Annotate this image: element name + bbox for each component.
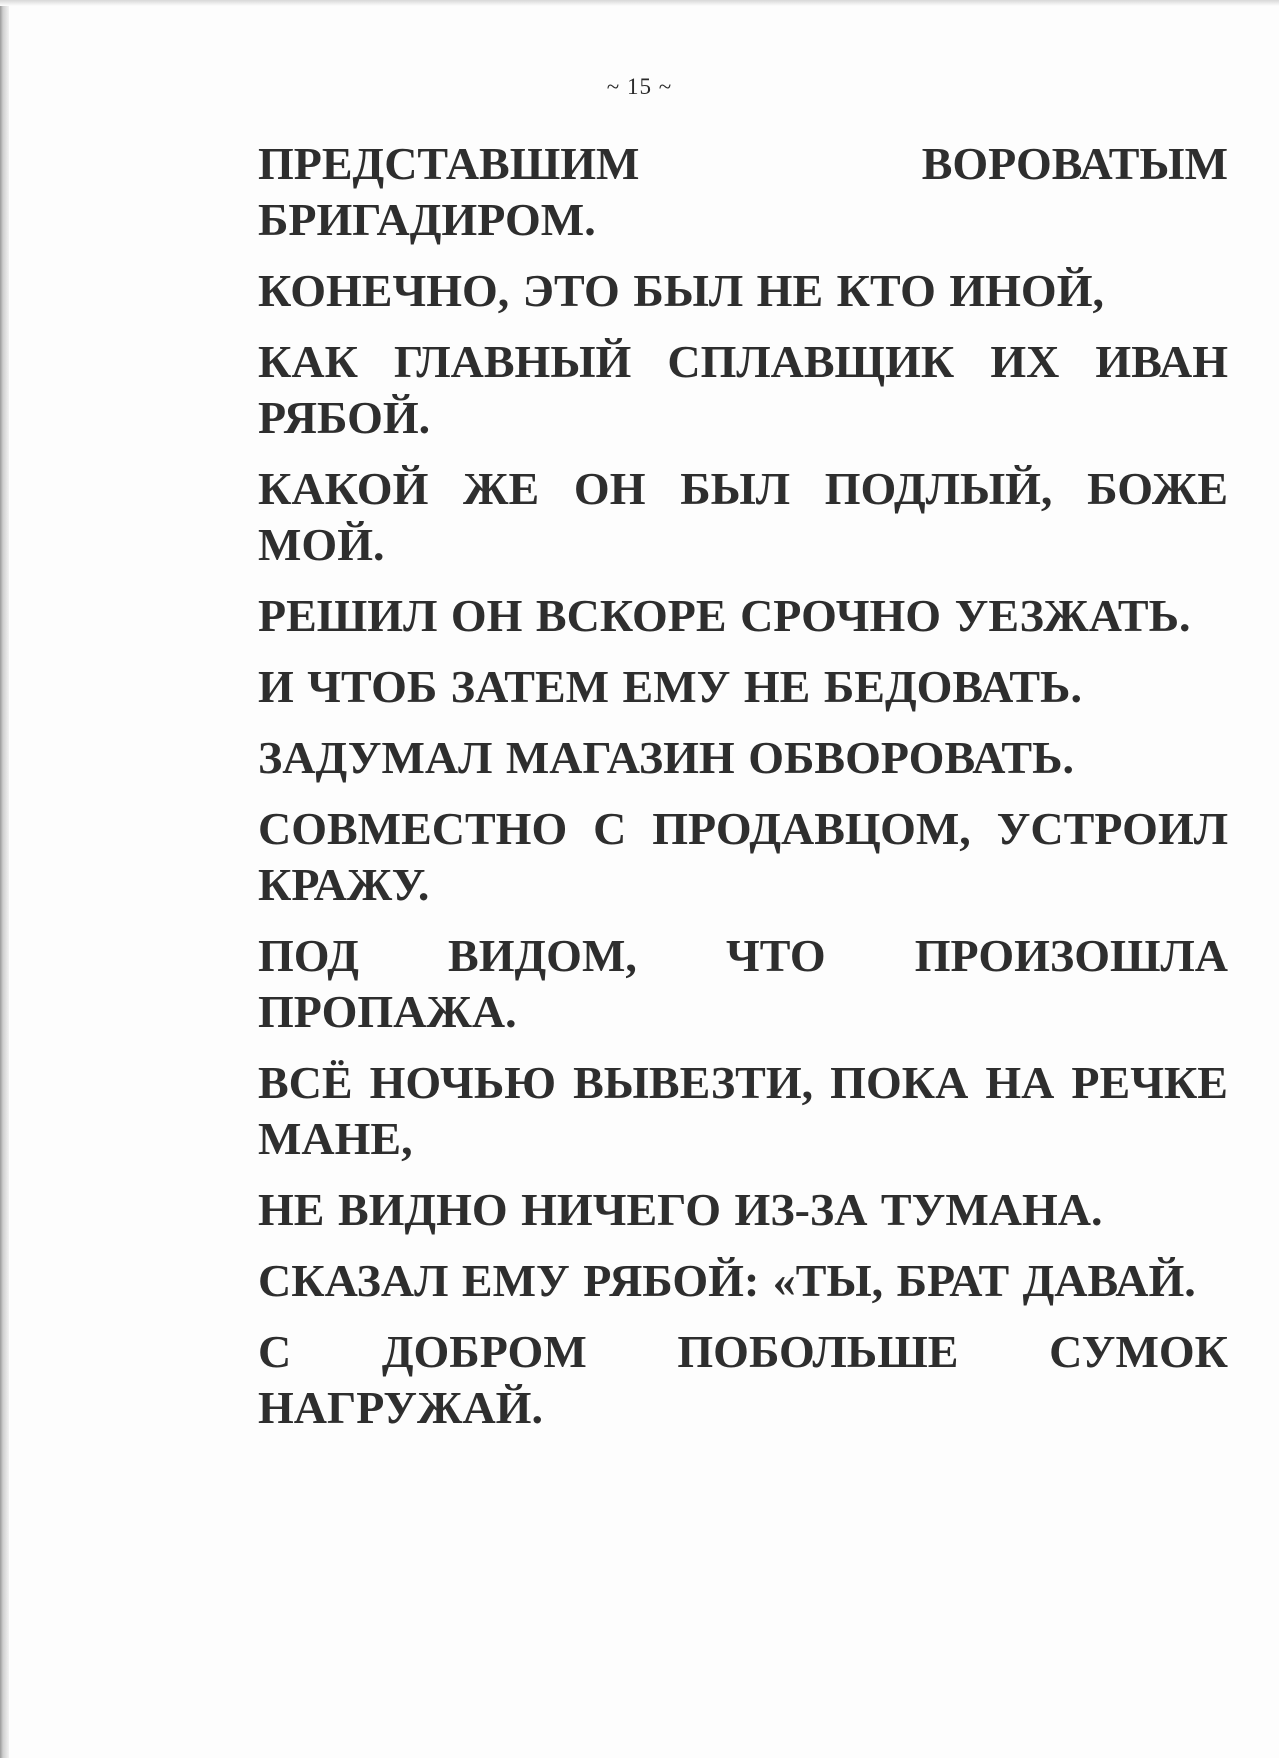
verse: ВСЁ НОЧЬЮ ВЫВЕЗТИ, ПОКА НА РЕЧКЕ МАНЕ, (258, 1057, 1228, 1164)
poem-text (258, 136, 1228, 1451)
verse: НЕ ВИДНО НИЧЕГО ИЗ-ЗА ТУМАНА. (258, 1184, 1103, 1235)
verse: ЗАДУМАЛ МАГАЗИН ОБВОРОВАТЬ. (258, 732, 1075, 783)
page-number: ~ 15 ~ (606, 74, 673, 99)
verse: КАК ГЛАВНЫЙ СПЛАВЩИК ИХ ИВАН РЯБОЙ. (258, 336, 1228, 443)
verse: ПОД ВИДОМ, ЧТО ПРОИЗОШЛА ПРОПАЖА. (258, 930, 1228, 1037)
scan-shadow-top (0, 0, 1279, 6)
verse: КАКОЙ ЖЕ ОН БЫЛ ПОДЛЫЙ, БОЖЕ МОЙ. (258, 463, 1228, 570)
verse: КОНЕЧНО, ЭТО БЫЛ НЕ КТО ИНОЙ, (258, 265, 1104, 316)
verse: ПРЕДСТАВШИМ ВОРОВАТЫМ БРИГАДИРОМ. (258, 138, 1228, 245)
verse: С ДОБРОМ ПОБОЛЬШЕ СУМОК НАГРУЖАЙ. (258, 1326, 1228, 1433)
verse: СКАЗАЛ ЕМУ РЯБОЙ: «ТЫ, БРАТ ДАВАЙ. (258, 1255, 1196, 1306)
scan-shadow-edge (0, 0, 9, 1758)
verse: И ЧТОБ ЗАТЕМ ЕМУ НЕ БЕДОВАТЬ. (258, 661, 1082, 712)
verse: СОВМЕСТНО С ПРОДАВЦОМ, УСТРОИЛ КРАЖУ. (258, 803, 1228, 910)
verse: РЕШИЛ ОН ВСКОРЕ СРОЧНО УЕЗЖАТЬ. (258, 590, 1191, 641)
